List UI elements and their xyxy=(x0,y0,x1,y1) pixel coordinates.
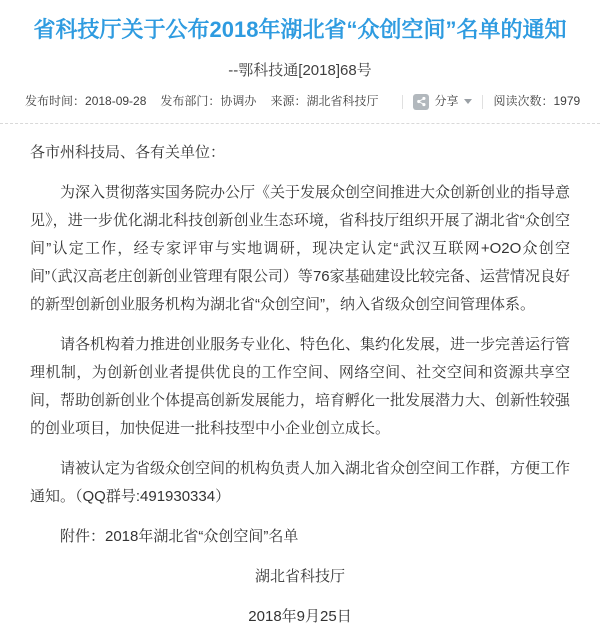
salutation: 各市州科技局、各有关单位： xyxy=(30,144,226,161)
notice-body xyxy=(30,139,570,631)
views-count xyxy=(493,93,580,110)
publish-time xyxy=(25,93,146,110)
publish-department-label: 发布部门： xyxy=(160,94,221,108)
date: 2018年9月25日 xyxy=(248,608,352,625)
source-label: 来源： xyxy=(270,94,307,108)
publish-time-value: 2018-09-28 xyxy=(85,94,147,108)
views-value: 1979 xyxy=(553,94,581,108)
paragraph-3: 请被认定为省级众创空间的机构负责人加入湖北省众创空间工作群，方便工作通知。（QQ群号:491930334） xyxy=(30,460,571,505)
doc-number: --鄂科技通[2018]68号 xyxy=(228,62,372,79)
attachment-line: 附件：2018年湖北省“众创空间”名单 xyxy=(60,528,299,545)
share-nodes-icon[interactable] xyxy=(413,94,429,110)
meta-bar xyxy=(0,93,600,124)
meta-info xyxy=(25,93,392,110)
chevron-down-icon[interactable] xyxy=(464,99,472,104)
paragraph-1: 为深入贯彻落实国务院办公厅《关于发展众创空间推进大众创新创业的指导意见》，进一步优化湖北科技创新创业生态环境，省科技厅组织开展了湖北省“众创空间”认定工作，经专家评审与实地调研，现决定认定“武汉互联网+O2O众创空间”（武汉高老庄创新创业管理有限公司）等76家基础建设比较完备、运营情况良好的新型创新创业服务机构为湖北省“众创空间”，纳入省级众创空间管理体系。 xyxy=(30,184,571,313)
publish-time-label: 发布时间： xyxy=(25,94,86,108)
share-button[interactable] xyxy=(413,93,472,110)
views-label: 阅读次数： xyxy=(493,94,554,108)
page-title: 省科技厅关于公布2018年湖北省“众创空间”名单的通知 xyxy=(33,17,567,42)
divider xyxy=(482,95,483,109)
share-label[interactable]: 分享 xyxy=(434,94,459,108)
publish-department xyxy=(160,93,256,110)
publish-department-value: 协调办 xyxy=(220,94,257,108)
paragraph-2: 请各机构着力推进创业服务专业化、特色化、集约化发展，进一步完善运行管理机制，为创新创业者提供优良的工作空间、网络空间、社交空间和资源共享空间，帮助创新创业个体提高创新发展能力，培育孵化一批发展潜力大、创新性较强的创业项目，加快促进一批科技型中小企业创立成长。 xyxy=(30,336,571,437)
meta-actions xyxy=(392,93,580,110)
signature: 湖北省科技厅 xyxy=(254,568,345,585)
source xyxy=(270,93,378,110)
divider xyxy=(402,95,403,109)
source-value: 湖北省科技厅 xyxy=(306,94,379,108)
